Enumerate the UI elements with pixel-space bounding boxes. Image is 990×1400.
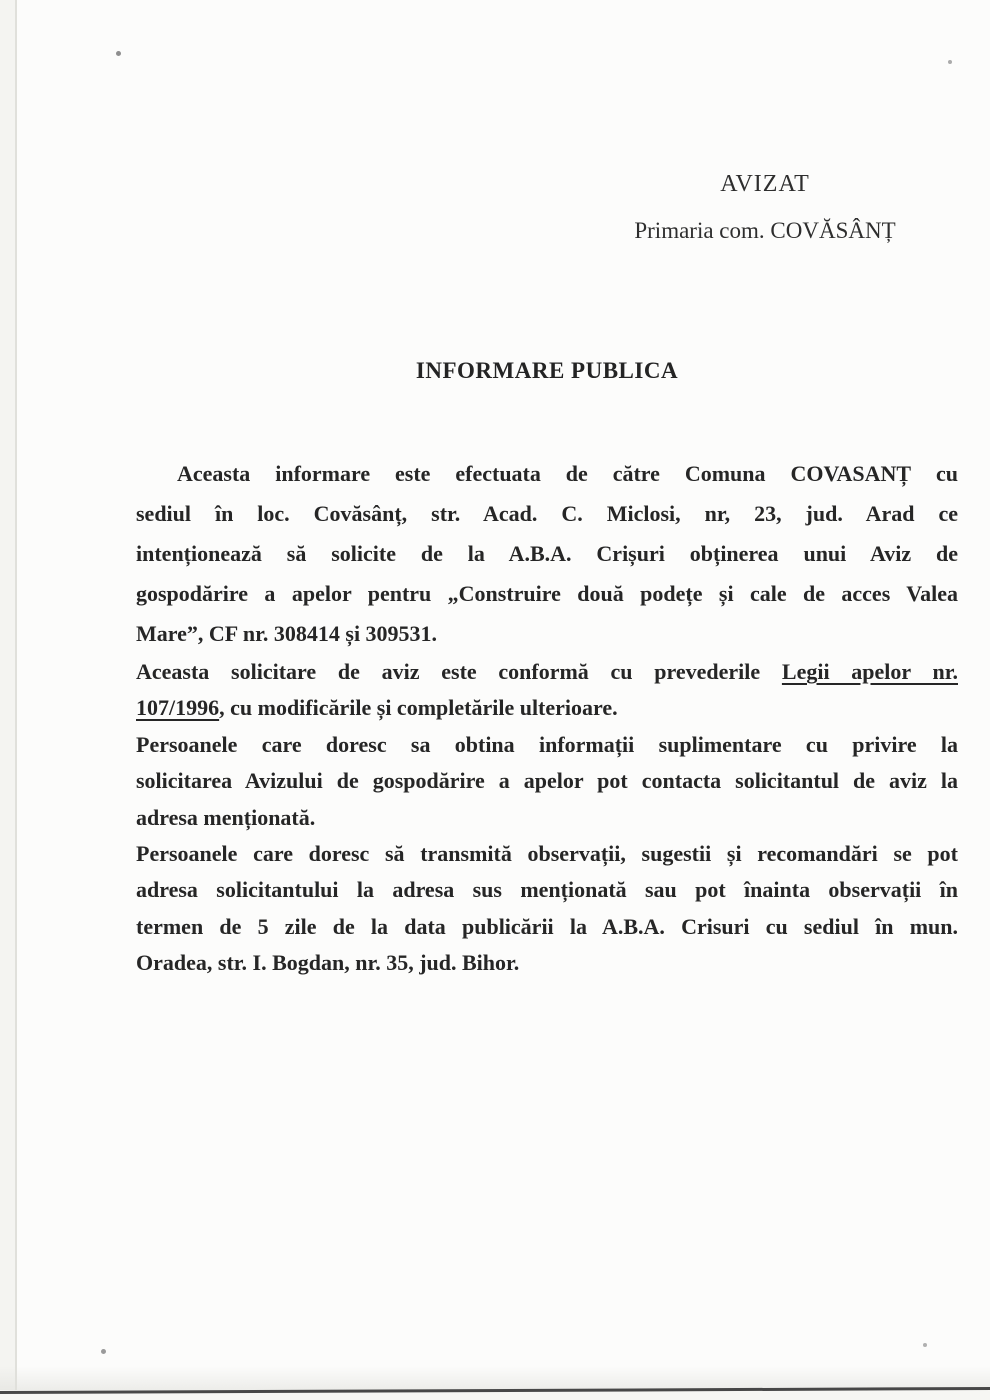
text-run: Persoanele care doresc sa obtina informații suplimentare cu privire la bbox=[136, 731, 958, 757]
text-line bbox=[136, 800, 958, 836]
text-line bbox=[136, 454, 958, 494]
text-run: adresa solicitantului la adresa sus menționată sau pot înainta observații în bbox=[136, 877, 958, 903]
approval-block bbox=[600, 170, 930, 245]
approval-stamp-word: AVIZAT bbox=[720, 171, 810, 197]
text-line bbox=[136, 872, 958, 908]
scan-left-edge-shadow bbox=[0, 0, 17, 1400]
text-run: Mare”, CF nr. 308414 și 309531. bbox=[136, 621, 438, 646]
text-run: termen de 5 zile de la data publicării la A.B.A. Crisuri cu sediul în mun. bbox=[136, 913, 958, 939]
text-run: intenționează să solicite de la A.B.A. Crișuri obținerea unui Aviz de bbox=[136, 541, 958, 566]
scan-speck bbox=[116, 51, 121, 56]
text-run: gospodărire a apelor pentru „Construire două podețe și cale de acces Valea bbox=[136, 581, 958, 606]
text-line bbox=[136, 836, 958, 872]
approving-authority: Primaria com. COVĂSÂNȚ bbox=[634, 218, 896, 243]
text-line bbox=[136, 654, 958, 690]
text-line bbox=[136, 945, 958, 981]
paragraph bbox=[136, 454, 958, 654]
text-run: Aceasta solicitare de aviz este conformă cu prevederile bbox=[136, 659, 782, 684]
paragraph bbox=[136, 727, 958, 836]
text-line bbox=[136, 574, 958, 614]
text-run: Oradea, str. I. Bogdan, nr. 35, jud. Bihor. bbox=[136, 950, 520, 976]
text-line bbox=[136, 494, 958, 534]
scan-speck bbox=[923, 1343, 927, 1347]
text-run: solicitarea Avizului de gospodărire a apelor pot contacta solicitantul de aviz la bbox=[136, 768, 958, 794]
paragraph bbox=[136, 836, 958, 982]
text-line bbox=[136, 534, 958, 574]
text-line bbox=[136, 727, 958, 763]
text-run: , cu modificările și completările ulterioare. bbox=[219, 695, 618, 721]
text-line bbox=[136, 614, 958, 654]
scan-bottom-shadow bbox=[0, 1366, 990, 1390]
text-line bbox=[136, 690, 958, 726]
text-run: adresa menționată. bbox=[136, 804, 316, 830]
text-run: Aceasta informare este efectuata de către Comuna COVASANȚ cu bbox=[177, 461, 958, 486]
scan-speck bbox=[948, 60, 952, 64]
document-body bbox=[136, 454, 958, 982]
underlined-text-run: 107/1996 bbox=[136, 695, 220, 721]
scan-speck bbox=[101, 1349, 106, 1354]
text-line bbox=[136, 909, 958, 945]
text-line bbox=[136, 763, 958, 799]
text-run: sediul în loc. Covăsânț, str. Acad. C. Miclosi, nr, 23, jud. Arad ce bbox=[136, 501, 958, 526]
underlined-text-run: Legii apelor nr. bbox=[781, 659, 958, 684]
text-run: Persoanele care doresc să transmită observații, sugestii și recomandări se pot bbox=[136, 840, 958, 866]
paragraph bbox=[136, 654, 958, 727]
page-title: INFORMARE PUBLICA bbox=[415, 358, 679, 383]
